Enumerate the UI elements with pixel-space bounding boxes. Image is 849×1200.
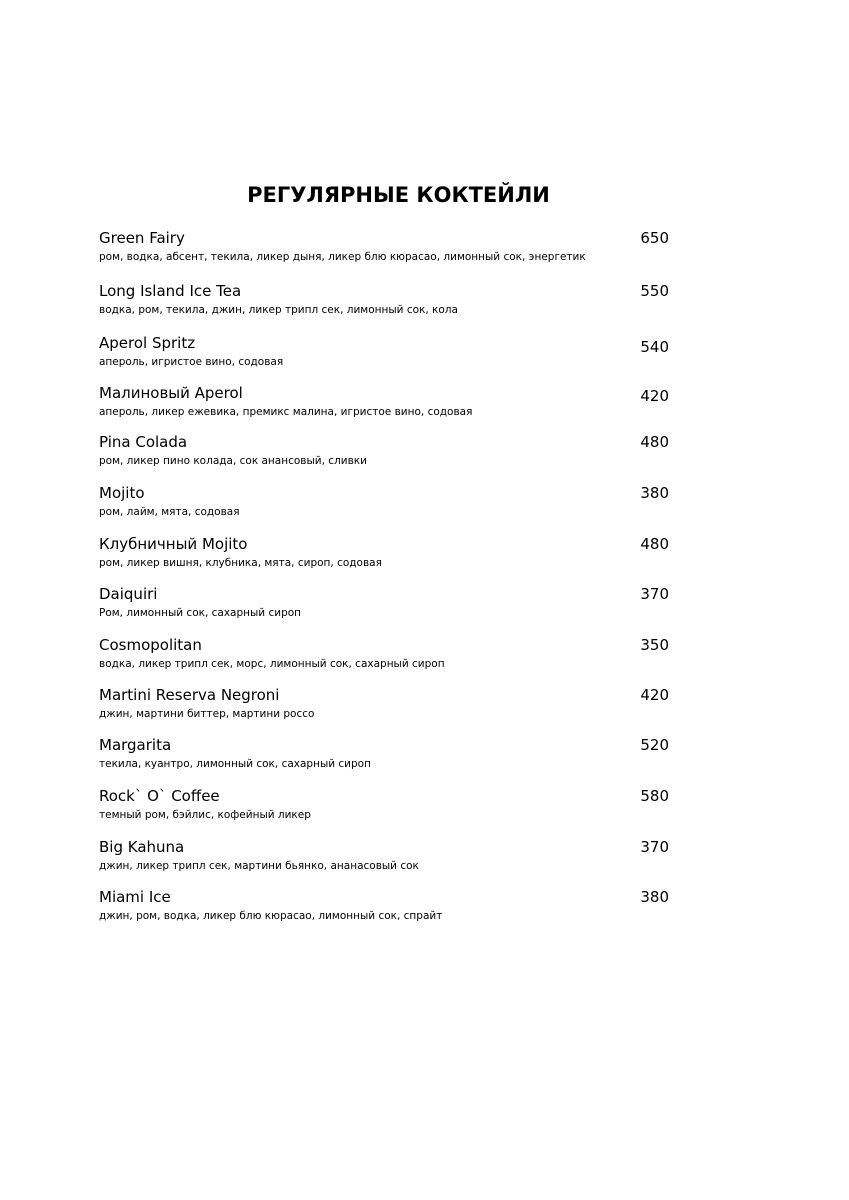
item-description: апероль, игристое вино, содовая: [99, 356, 284, 368]
item-price: 650: [640, 229, 669, 247]
item-name: Miami Ice: [99, 888, 171, 906]
item-description: ром, водка, абсент, текила, ликер дыня, ликер блю кюрасао, лимонный сок, энергетик: [99, 251, 586, 263]
item-name: Aperol Spritz: [99, 334, 196, 352]
item-name: Pina Colada: [99, 433, 188, 451]
item-price: 380: [640, 888, 669, 906]
menu-item: [99, 228, 669, 272]
item-name: Daiquiri: [99, 585, 158, 603]
item-price: 420: [640, 387, 669, 405]
item-description: джин, мартини биттер, мартини россо: [99, 708, 315, 720]
item-name: Mojito: [99, 484, 145, 502]
menu-item: [99, 483, 669, 527]
menu-item: [99, 786, 669, 830]
item-price: 370: [640, 585, 669, 603]
item-price: 480: [640, 433, 669, 451]
item-price: 520: [640, 736, 669, 754]
item-name: Cosmopolitan: [99, 636, 202, 654]
menu-item: [99, 281, 669, 325]
item-price: 420: [640, 686, 669, 704]
menu-item: [99, 432, 669, 476]
menu-item: [99, 735, 669, 779]
item-name: Big Kahuna: [99, 838, 185, 856]
item-description: текила, куантро, лимонный сок, сахарный сироп: [99, 758, 371, 770]
item-price: 550: [640, 282, 669, 300]
item-description: джин, ром, водка, ликер блю кюрасао, лимонный сок, спрайт: [99, 910, 443, 922]
item-description: темный ром, бэйлис, кофейный ликер: [99, 809, 311, 821]
item-description: водка, ром, текила, джин, ликер трипл сек, лимонный сок, кола: [99, 304, 458, 316]
item-description: апероль, ликер ежевика, премикс малина, игристое вино, содовая: [99, 406, 473, 418]
item-name: Rock` O` Coffee: [99, 787, 220, 805]
item-price: 540: [640, 338, 669, 356]
page-title: РЕГУЛЯРНЫЕ КОКТЕЙЛИ: [247, 183, 550, 207]
item-description: ром, ликер вишня, клубника, мята, сироп, содовая: [99, 557, 382, 569]
menu-item: [99, 837, 669, 881]
menu-item: [99, 685, 669, 729]
item-name: Martini Reserva Negroni: [99, 686, 280, 704]
item-name: Margarita: [99, 736, 172, 754]
item-name: Малиновый Aperol: [99, 384, 243, 402]
item-description: водка, ликер трипл сек, морс, лимонный сок, сахарный сироп: [99, 658, 445, 670]
menu-item: [99, 635, 669, 679]
item-description: Ром, лимонный сок, сахарный сироп: [99, 607, 302, 619]
item-price: 380: [640, 484, 669, 502]
item-price: 580: [640, 787, 669, 805]
item-price: 480: [640, 535, 669, 553]
item-description: ром, лайм, мята, содовая: [99, 506, 240, 518]
menu-item: [99, 584, 669, 628]
item-name: Клубничный Mojito: [99, 535, 248, 553]
menu-item: [99, 383, 669, 427]
item-name: Green Fairy: [99, 229, 185, 247]
menu-item: [99, 333, 669, 377]
item-price: 370: [640, 838, 669, 856]
item-description: ром, ликер пино колада, сок анансовый, сливки: [99, 455, 367, 467]
menu-item: [99, 887, 669, 931]
menu-item: [99, 534, 669, 578]
item-description: джин, ликер трипл сек, мартини бьянко, ананасовый сок: [99, 860, 419, 872]
item-price: 350: [640, 636, 669, 654]
item-name: Long Island Ice Tea: [99, 282, 242, 300]
